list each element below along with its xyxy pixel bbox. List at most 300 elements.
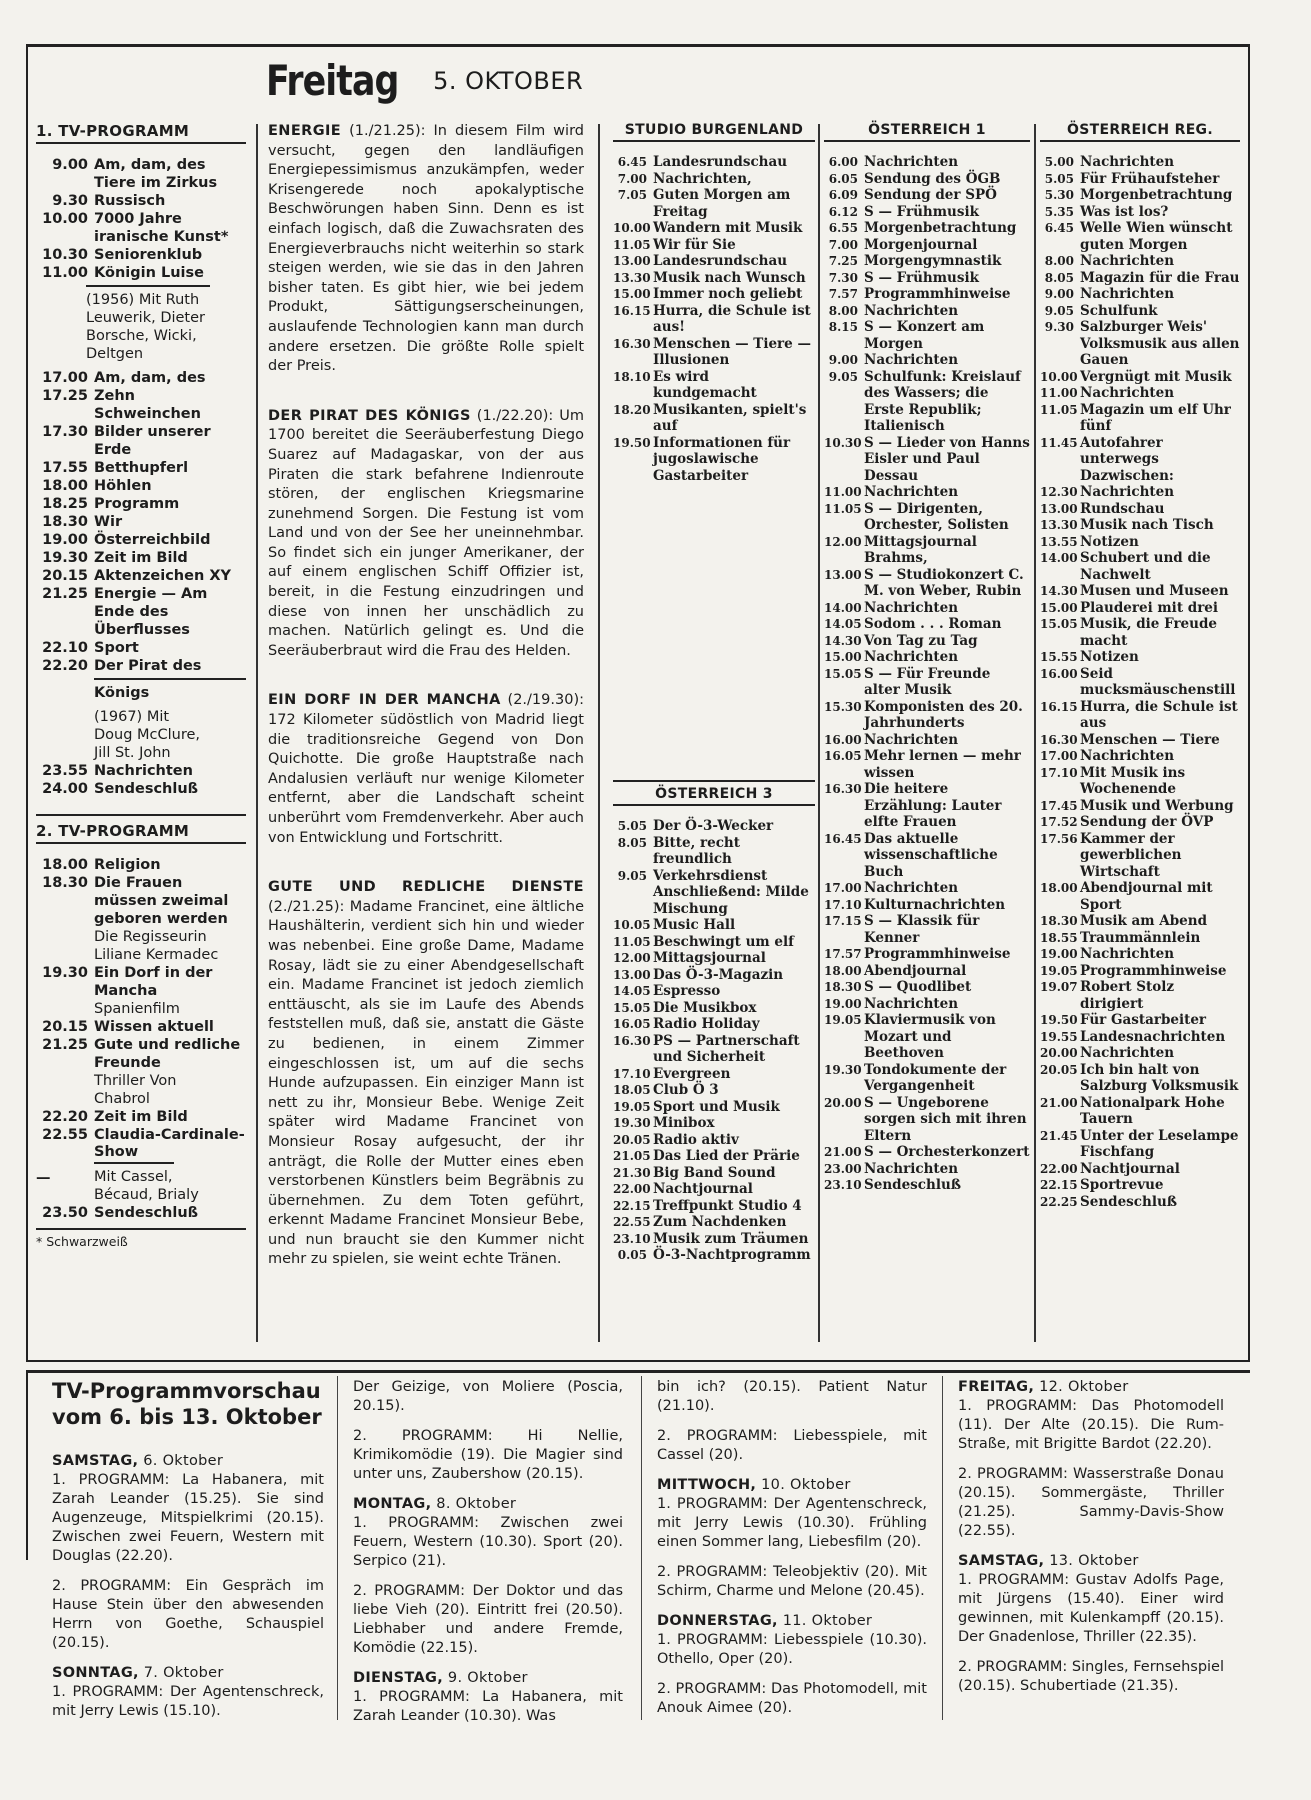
program-time: 17.15 xyxy=(824,914,862,928)
preview-day-name: SONNTAG, xyxy=(52,1665,139,1681)
program-title: Ein Dorf in der Mancha xyxy=(94,965,213,999)
program-entry xyxy=(613,435,815,485)
program-entry xyxy=(1040,946,1240,963)
program-time: 11.05 xyxy=(824,501,862,516)
show-block xyxy=(94,1144,246,1204)
preview-day xyxy=(52,1452,324,1471)
oe1-list xyxy=(824,154,1030,1194)
footnote: * Schwarzweiß xyxy=(36,1228,246,1249)
program-entry xyxy=(613,868,815,918)
program-title: Plauderei mit drei xyxy=(1080,599,1219,616)
program-entry xyxy=(613,967,815,984)
tv2-list xyxy=(36,856,246,928)
preview-entry xyxy=(353,1427,623,1484)
program-title: Morgenbetrachtung xyxy=(1080,187,1233,203)
program-entry xyxy=(1040,1161,1240,1178)
column-divider xyxy=(818,124,820,1342)
program-entry xyxy=(36,156,246,192)
program-time: 15.55 xyxy=(1040,650,1078,664)
program-entry xyxy=(1040,319,1240,369)
program-time: 7.57 xyxy=(828,287,858,301)
program-entry xyxy=(613,1016,815,1033)
program-title: Evergreen xyxy=(653,1065,731,1082)
preview-text: bin ich? (20.15). Patient Natur (21.10). xyxy=(657,1379,927,1414)
program-time: 14.05 xyxy=(824,617,862,631)
program-time: 17.45 xyxy=(1040,798,1078,813)
program-entry xyxy=(824,781,1030,831)
program-time: 8.05 xyxy=(617,835,647,850)
program-time: 19.30 xyxy=(42,965,88,981)
preview-day-date: 11. Oktober xyxy=(777,1613,873,1629)
program-time: 14.00 xyxy=(824,600,862,615)
oesterreich-reg-column xyxy=(1040,122,1240,1210)
program-title: S — Dirigenten, Orchester, Solisten xyxy=(864,500,1009,533)
program-title: Die heitere Erzählung: Lauter elfte Frauen xyxy=(864,781,1002,830)
program-title: Morgenjournal xyxy=(864,236,978,253)
program-title: Minibox xyxy=(653,1115,715,1131)
program-time: 21.45 xyxy=(1040,1128,1078,1143)
program-time: 17.56 xyxy=(1040,831,1078,846)
program-entry xyxy=(613,303,815,336)
program-entry xyxy=(613,1033,815,1066)
program-entry xyxy=(1040,204,1240,221)
program-title: Die Frauen müssen zweimal geboren werden xyxy=(94,875,229,927)
program-entry xyxy=(613,1082,815,1099)
program-title: Kulturnachrichten xyxy=(864,896,1006,913)
program-title: Es wird kundgemacht xyxy=(653,368,757,401)
program-time: 0.05 xyxy=(617,1248,647,1262)
program-time: 19.05 xyxy=(824,1013,862,1027)
program-time: 12.00 xyxy=(613,951,651,965)
program-entry xyxy=(613,1099,815,1116)
program-title: Musik am Abend xyxy=(1080,913,1208,929)
program-entry xyxy=(36,531,246,549)
program-description xyxy=(268,691,584,848)
program-entry xyxy=(1040,1062,1240,1095)
program-entry xyxy=(36,964,246,1000)
program-time: 19.50 xyxy=(613,435,651,450)
program-entry xyxy=(824,352,1030,369)
program-title: Rundschau xyxy=(1080,500,1165,517)
oereg-heading: ÖSTERREICH REG. xyxy=(1040,122,1240,142)
program-time: 13.30 xyxy=(1040,518,1078,532)
program-title: S — Klassik für Kenner xyxy=(864,913,980,946)
program-entry xyxy=(1040,798,1240,815)
program-title: S — Konzert am Morgen xyxy=(864,319,985,352)
preview-day xyxy=(657,1476,927,1495)
preview-entry xyxy=(52,1452,324,1566)
program-title: Hurra, die Schule ist aus! xyxy=(653,302,811,335)
program-time: 5.30 xyxy=(1044,188,1074,202)
program-time: 18.55 xyxy=(1040,930,1078,945)
preview-entry xyxy=(52,1577,324,1653)
program-time: 16.15 xyxy=(1040,699,1078,714)
program-title: Nachtjournal xyxy=(1080,1160,1180,1177)
page-header xyxy=(266,56,583,105)
description-ref: (2./19.30): xyxy=(500,692,584,709)
program-title: S — Studiokonzert C. M. von Weber, Rubin xyxy=(864,566,1024,599)
program-title: Zeit im Bild xyxy=(94,550,188,566)
program-time: 8.00 xyxy=(828,303,858,318)
program-entry xyxy=(36,874,246,928)
column-divider xyxy=(1034,124,1036,1342)
program-time: 16.30 xyxy=(1040,732,1078,747)
preview-day-date: 10. Oktober xyxy=(756,1477,851,1493)
program-time: 22.00 xyxy=(1040,1161,1078,1176)
program-time: 18.00 xyxy=(42,478,88,494)
program-title: Music Hall xyxy=(653,917,736,933)
program-time: 6.00 xyxy=(828,155,858,169)
program-title: Landesrundschau xyxy=(653,253,788,269)
oe3-list xyxy=(613,818,815,1264)
program-entry xyxy=(824,913,1030,946)
preview-text: Der Geizige, von Moliere (Poscia, 20.15). xyxy=(353,1379,623,1414)
program-title: Am, dam, des Tiere im Zirkus xyxy=(94,157,218,191)
program-time: 18.30 xyxy=(1040,914,1078,928)
program-time: 18.00 xyxy=(824,963,862,978)
program-entry xyxy=(1040,765,1240,798)
program-time: 18.00 xyxy=(1040,881,1078,895)
program-title: Religion xyxy=(94,857,161,873)
preview-day-name: DIENSTAG, xyxy=(353,1670,444,1686)
program-entry xyxy=(1040,1194,1240,1211)
program-entry xyxy=(36,192,246,210)
program-title: Russisch xyxy=(94,193,166,209)
program-title: Das Lied der Prärie xyxy=(653,1148,800,1164)
program-title: Seid mucksmäuschenstill xyxy=(1080,665,1236,698)
preview-text: 2. PROGRAMM: Ein Gespräch im Hause Stein über den abwesenden Herrn von Goethe, Schauspiel (20.15). xyxy=(52,1578,324,1651)
program-time: 6.09 xyxy=(828,188,858,202)
preview-divider xyxy=(942,1376,943,1720)
program-entry xyxy=(824,979,1030,996)
program-entry xyxy=(1040,814,1240,831)
program-title: Bitte, recht freundlich xyxy=(653,834,740,867)
program-title: Morgengymnastik xyxy=(864,253,1002,269)
program-entry xyxy=(1040,748,1240,765)
program-title: Zeit im Bild xyxy=(94,1109,188,1125)
program-title: Das aktuelle wissenschaftliche Buch xyxy=(864,830,998,880)
program-entry xyxy=(613,1000,815,1017)
preview-day-date: 6. Oktober xyxy=(138,1453,224,1469)
description-text: 172 Kilometer südöstlich von Madrid liegt die traditionsreiche Gegend von Don Quichotte. Die große Hauptstraße nach Andalusien verläuft nur wenige Kilometer entfernt, aber die Landschaft scheint unberührt vom Fremdenverkehr. Aber auch von Entwicklung und Fortschritt. xyxy=(268,712,584,846)
program-time: 17.52 xyxy=(1040,815,1078,829)
program-time: 13.55 xyxy=(1040,534,1078,549)
program-entry xyxy=(824,369,1030,435)
program-entry xyxy=(1040,880,1240,913)
program-title: Musik, die Freude macht xyxy=(1080,616,1217,649)
program-title: Unter der Leselampe Fischfang xyxy=(1080,1127,1239,1160)
program-title: Traummännlein xyxy=(1080,929,1201,946)
program-title: Espresso xyxy=(653,983,721,999)
oesterreich1-column xyxy=(824,122,1030,1194)
program-entry xyxy=(1040,979,1240,1012)
program-time: 14.30 xyxy=(824,633,862,648)
program-entry xyxy=(1040,1029,1240,1046)
program-entry xyxy=(613,1247,815,1264)
program-title: Treffpunkt Studio 4 xyxy=(653,1197,802,1214)
program-entry xyxy=(1040,435,1240,485)
program-entry xyxy=(36,657,246,675)
preview-entry xyxy=(353,1669,623,1726)
program-title: Betthupferl xyxy=(94,460,189,476)
program-description xyxy=(268,122,584,377)
program-time: 6.12 xyxy=(828,204,858,219)
program-title: Sendeschluß xyxy=(864,1177,962,1193)
program-title: Programmhinweise xyxy=(1080,962,1227,979)
program-time: 8.15 xyxy=(828,320,858,334)
preview-entry xyxy=(52,1664,324,1721)
program-entry xyxy=(1040,666,1240,699)
program-entry xyxy=(36,762,246,780)
program-entry xyxy=(824,616,1030,633)
program-entry xyxy=(824,897,1030,914)
program-time: 18.30 xyxy=(824,980,862,994)
program-time: 18.20 xyxy=(613,402,651,417)
program-title: Menschen — Tiere — Illusionen xyxy=(653,335,811,368)
program-title: Zehn Schweinchen xyxy=(94,388,201,422)
program-time: 22.55 xyxy=(613,1215,651,1229)
program-entry xyxy=(1040,732,1240,749)
program-time: 13.30 xyxy=(613,270,651,285)
program-entry xyxy=(1040,550,1240,583)
program-time: 20.00 xyxy=(1040,1046,1078,1060)
program-entry xyxy=(36,585,246,639)
program-time: 18.10 xyxy=(613,369,651,384)
program-entry xyxy=(36,477,246,495)
program-entry xyxy=(824,319,1030,352)
date-title: 5. OKTOBER xyxy=(433,67,584,95)
program-time: 20.15 xyxy=(42,1019,88,1035)
program-title: Nachrichten xyxy=(1080,286,1175,302)
program-entry xyxy=(1040,649,1240,666)
program-title: Sendeschluß xyxy=(94,781,199,797)
program-title: Radio aktiv xyxy=(653,1131,739,1148)
program-time: 16.30 xyxy=(613,1033,651,1048)
program-entry xyxy=(824,699,1030,732)
preview-entry xyxy=(657,1680,927,1718)
program-title: Sport und Musik xyxy=(653,1098,780,1115)
program-title: Immer noch geliebt xyxy=(653,286,803,302)
tv1-list xyxy=(36,762,246,798)
program-title: S — Lieder von Hanns Eisler und Paul Dessau xyxy=(864,434,1030,484)
program-time: 7.30 xyxy=(828,270,858,285)
program-time: 22.25 xyxy=(1040,1194,1078,1209)
program-title: Was ist los? xyxy=(1080,203,1169,220)
program-time: 15.30 xyxy=(824,699,862,714)
program-entry xyxy=(1040,286,1240,303)
program-time: 10.30 xyxy=(42,247,88,263)
program-time: 22.15 xyxy=(1040,1178,1078,1192)
program-entry xyxy=(1040,1095,1240,1128)
program-title: Das Ö-3-Magazin xyxy=(653,966,784,983)
program-entry xyxy=(36,1018,246,1036)
description-text: Madame Francinet, eine ältliche Haushälterin, verdient sich hin und wieder was nebenbei. Eine große Dame, Madame Rosay, lädt sie zu einer Abendgesellschaft ein. Madame Francinet ist jedoch ziemlich enttäuscht, als sie im Laufe des Abends feststellen muß, daß sie, anstatt die Gäste zu bedienen, in einem Zimmer eingeschlossen ist, um auf die sechs Hunde aufzupassen. Ein einziger Mann ist nett zu ihr, Monsieur Bebe. Wenige Zeit später wird Madame Francinet von Monsieur Rosay aufgesucht, der ihr anträgt, die Rolle der Mutter eines eben verstorbenen Künstlers beim Begräbnis zu übernehmen. Zu dem Toten geführt, erkennt Madame Francinet Monsieur Bebe, und nun braucht sie den Kummer nicht mehr zu spielen, sie weint echte Tränen. xyxy=(268,898,584,1268)
program-title: Der Ö-3-Wecker xyxy=(653,818,774,834)
program-title: Verkehrsdienst Anschließend: Milde Mischung xyxy=(653,867,809,917)
description-ref: (2./21.25): xyxy=(268,898,345,915)
program-title: Nachrichten xyxy=(1080,748,1175,764)
program-title: Nachrichten xyxy=(1080,484,1175,500)
program-entry xyxy=(1040,616,1240,649)
program-title: Autofahrer unterwegs Dazwischen: xyxy=(1080,434,1174,484)
description-text: In diesem Film wird versucht, gegen den landläufigen Energiepessimismus anzukämpfen, weder Krisengerede noch apokalyptische Beschwörungen haben Sinn. Denn es ist einfach logisch, daß die Zuwachsraten des Energieverbrauchs nicht weiterhin so stark steigen werden, wie sie das in den Jahren bisher taten. Es gibt hier, wie bei jedem Produkt, Sättigungserscheinungen, auslaufende Technologien kann man durch andere ersetzen. Die größte Rolle spielt der Preis. xyxy=(268,123,584,375)
program-title: Höhlen xyxy=(94,478,152,494)
program-title: Programm xyxy=(94,496,180,512)
program-entry xyxy=(824,880,1030,897)
program-entry xyxy=(824,154,1030,171)
pirat-details: (1967) Mit Doug McClure, Jill St. John xyxy=(94,709,201,761)
program-title: Seniorenklub xyxy=(94,247,203,263)
program-entry xyxy=(1040,1012,1240,1029)
program-entry xyxy=(613,253,815,270)
program-time: 21.05 xyxy=(613,1149,651,1163)
gute-details: Thriller Von Chabrol xyxy=(94,1073,177,1107)
program-time: 23.50 xyxy=(42,1205,88,1221)
program-title: S — Ungeborene sorgen sich mit ihren Eltern xyxy=(864,1094,1027,1144)
program-time: 6.45 xyxy=(1044,221,1074,235)
program-title: Nachrichten xyxy=(864,731,959,748)
preview-entry xyxy=(958,1658,1224,1696)
preview-entry xyxy=(958,1465,1224,1541)
program-entry xyxy=(36,210,246,246)
program-entry xyxy=(36,246,246,264)
program-entry xyxy=(824,534,1030,567)
program-entry xyxy=(1040,699,1240,732)
preview-day xyxy=(958,1378,1224,1397)
program-entry xyxy=(1040,253,1240,270)
program-entry xyxy=(1040,369,1240,386)
program-entry xyxy=(1040,963,1240,980)
preview-entry xyxy=(958,1552,1224,1647)
tv2-list xyxy=(36,1204,246,1222)
column-divider xyxy=(598,124,600,1342)
program-title: Menschen — Tiere xyxy=(1080,731,1220,748)
program-title: Notizen xyxy=(1080,649,1139,665)
program-entry xyxy=(824,237,1030,254)
program-entry xyxy=(824,253,1030,270)
program-time: 13.00 xyxy=(613,254,651,268)
program-title: Nachrichten xyxy=(94,763,193,779)
program-time: 22.55 xyxy=(42,1127,88,1143)
program-entry xyxy=(824,1144,1030,1161)
program-time: 16.00 xyxy=(824,732,862,747)
oe3-heading: ÖSTERREICH 3 xyxy=(613,780,815,806)
program-time: 16.15 xyxy=(613,303,651,318)
show-details: Mit Cassel, Bécaud, Brialy xyxy=(94,1169,199,1203)
show-row xyxy=(36,1144,246,1204)
program-entry xyxy=(36,549,246,567)
program-time: 15.00 xyxy=(824,650,862,664)
description-text: Um 1700 bereitet die Seeräuberfestung Diego Suarez auf Madagaskar, von der aus Piraten die stark befahrene Indienroute stören, der englischen Kriegsmarine zunehmend Sorgen. Die Festung ist vom Land und von der See her uneinnehmbar. So findet sich ein junger Amerikaner, der auf einem englischen Schiff Offizier ist, bereit, in die Festung einzudringen und diese von innen her unschädlich zu machen. Natürlich gelingt es. Und die Seeräuberbraut wird die Frau des Helden. xyxy=(268,407,584,659)
program-entry xyxy=(613,286,815,303)
program-entry xyxy=(613,402,815,435)
program-title: Abendjournal xyxy=(864,962,967,979)
program-time: 23.10 xyxy=(613,1231,651,1246)
program-time: 12.00 xyxy=(824,534,862,549)
program-time: 10.00 xyxy=(613,221,651,235)
program-entry xyxy=(613,1214,815,1231)
program-title: Gute und redliche Freunde xyxy=(94,1037,241,1071)
tv1-heading: 1. TV-PROGRAMM xyxy=(36,122,246,144)
description-ref: (1./22.20): xyxy=(470,407,554,424)
program-time: 6.05 xyxy=(828,171,858,186)
program-time: 19.05 xyxy=(613,1099,651,1114)
program-time: 19.30 xyxy=(42,550,88,566)
program-title: Magazin um elf Uhr fünf xyxy=(1080,401,1231,434)
program-title: Tondokumente der Vergangenheit xyxy=(864,1061,1007,1094)
program-time: 18.30 xyxy=(42,875,88,891)
program-time: 11.00 xyxy=(824,485,862,499)
program-entry xyxy=(1040,1128,1240,1161)
program-title: Nachrichten xyxy=(1080,1045,1175,1061)
program-entry xyxy=(613,1132,815,1149)
luise-details: (1956) Mit Ruth Leuwerik, Dieter Borsche, Wicki, Deltgen xyxy=(86,285,210,363)
program-entry xyxy=(1040,154,1240,171)
program-time: 19.07 xyxy=(1040,980,1078,994)
program-entry xyxy=(824,1177,1030,1194)
program-entry xyxy=(613,220,815,237)
program-entry xyxy=(613,154,815,171)
program-title: Nachrichten xyxy=(1080,154,1175,170)
program-title: Für Gastarbeiter xyxy=(1080,1012,1207,1028)
program-entry xyxy=(36,495,246,513)
program-title: Magazin für die Frau xyxy=(1080,269,1240,286)
preview-entry xyxy=(657,1476,927,1552)
preview-day xyxy=(52,1664,324,1683)
program-time: 22.10 xyxy=(42,640,88,656)
preview-day-date: 12. Oktober xyxy=(1034,1379,1129,1395)
program-entry xyxy=(824,600,1030,617)
program-entry xyxy=(36,567,246,585)
program-title: Mittagsjournal Brahms, xyxy=(864,533,977,566)
program-title: Ich bin halt von Salzburg Volksmusik xyxy=(1080,1061,1239,1094)
program-entry xyxy=(824,286,1030,303)
program-time: 7.25 xyxy=(828,254,858,268)
preview-entry xyxy=(657,1563,927,1601)
program-time: 24.00 xyxy=(42,781,88,797)
program-title: Club Ö 3 xyxy=(653,1082,719,1098)
preview-text: 2. PROGRAMM: Wasserstraße Donau (20.15). Sommergäste, Thriller (21.25). Sammy-Davis-Show (22.55). xyxy=(958,1466,1224,1539)
program-title: Informationen für jugoslawische Gastarbeiter xyxy=(653,434,791,484)
program-time: 9.00 xyxy=(1044,287,1074,301)
program-time: 9.30 xyxy=(1044,320,1074,334)
program-entry xyxy=(613,171,815,188)
preview-day-date: 13. Oktober xyxy=(1044,1553,1139,1569)
program-time: 18.00 xyxy=(42,857,88,873)
program-title: Am, dam, des xyxy=(94,370,206,386)
program-time: 21.00 xyxy=(824,1145,862,1159)
program-time: 14.05 xyxy=(613,984,651,998)
tv2-list xyxy=(36,1018,246,1072)
preview-entry xyxy=(657,1427,927,1465)
program-title: S — Quodlibet xyxy=(864,979,972,995)
program-time: 19.30 xyxy=(824,1062,862,1077)
program-entry xyxy=(36,264,246,282)
program-title: Claudia-Cardinale- xyxy=(94,1127,245,1143)
program-title: Von Tag zu Tag xyxy=(864,632,978,649)
program-title: Nachrichten xyxy=(1080,385,1175,401)
preview-day xyxy=(353,1669,623,1688)
program-title: Nachrichten xyxy=(864,880,959,896)
program-entry xyxy=(824,1161,1030,1178)
program-entry xyxy=(824,946,1030,963)
preview-column-1 xyxy=(52,1378,324,1732)
program-title: Salzburger Weis' Volksmusik aus allen Gauen xyxy=(1080,319,1240,368)
program-title: Für Frühaufsteher xyxy=(1080,170,1220,187)
program-time: 9.05 xyxy=(828,369,858,384)
program-entry xyxy=(1040,534,1240,551)
program-entry xyxy=(1040,402,1240,435)
